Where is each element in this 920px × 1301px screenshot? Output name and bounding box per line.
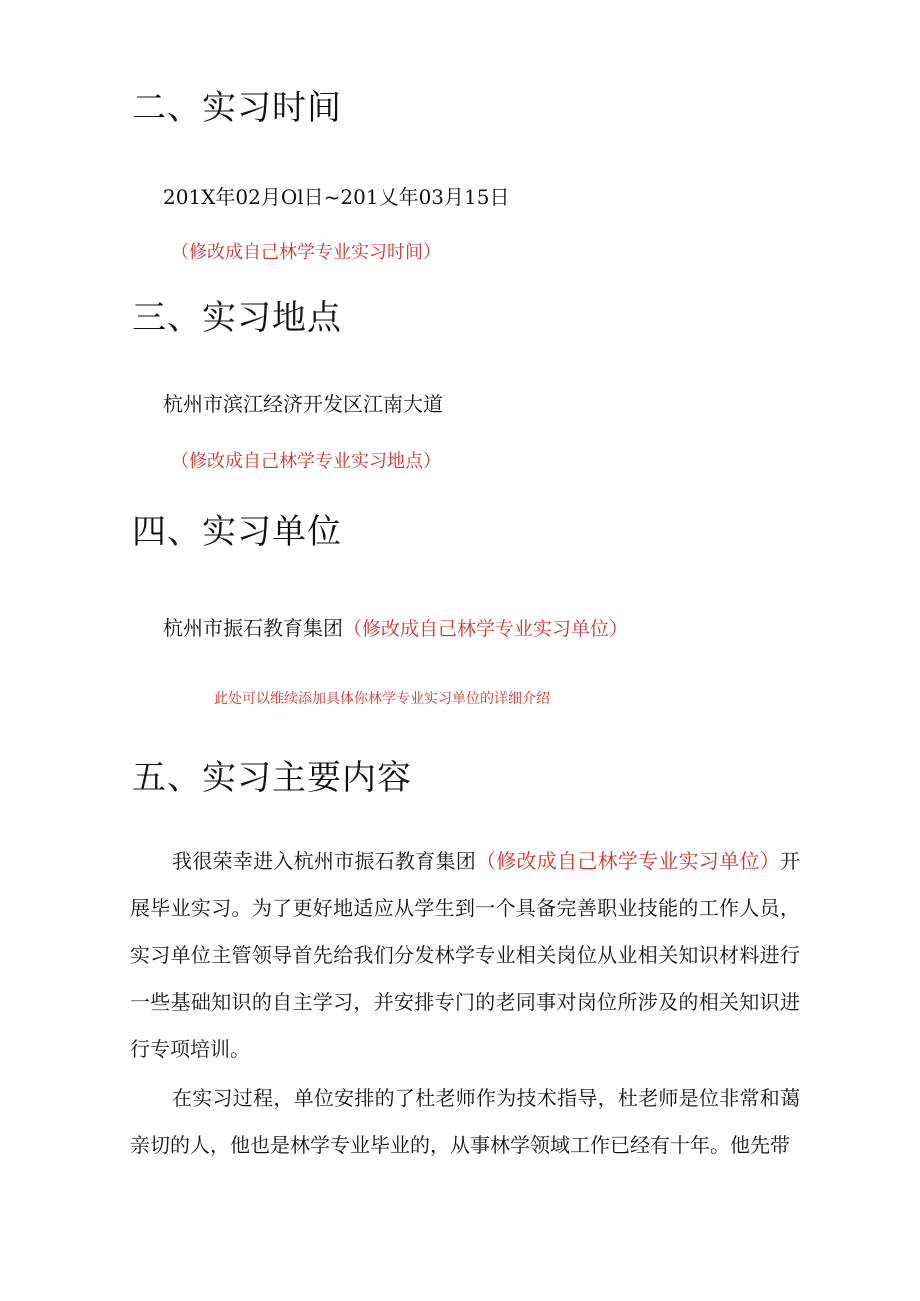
content-paragraph-1 xyxy=(130,838,800,1073)
heading-internship-content: 五、实习主要内容 xyxy=(132,758,412,798)
internship-time-hint: （修改成自己林学专业实习时间） xyxy=(171,242,441,263)
content-p1-hint: （修改成自己林学专业实习单位） xyxy=(476,849,780,873)
internship-address: 杭州市滨江经济开发区江南大道 xyxy=(163,392,443,416)
content-paragraph-2: 在实习过程，单位安排的了杜老师作为技术指导，杜老师是位非常和蔼亲切的人，他也是林学专业毕业的，从事林学领域工作已经有十年。他先带 xyxy=(130,1086,800,1157)
content-p1-before: 我很荣幸进入杭州市振石教育集团 xyxy=(172,849,476,873)
content-p1-after: 开展毕业实习。为了更好地适应从学生到一个具备完善职业技能的工作人员，实习单位主管领导首先给我们分发林学专业相关岗位从业相关知识材料进行一些基础知识的自主学习，并安排专门的老同事对岗位所涉及的相关知识进行专项培训。 xyxy=(130,849,800,1061)
unit-detail-note: 此处可以维续添加具体你林学专业实习单位的详细介绍 xyxy=(214,691,550,707)
internship-place-hint: （修改成自己林学专业实习地点） xyxy=(171,451,441,472)
internship-unit-line xyxy=(163,615,628,642)
internship-unit-name: 杭州市振石教育集团 xyxy=(163,616,343,640)
heading-internship-unit: 四、实习单位 xyxy=(132,512,342,552)
internship-date-range: 201X年02月Ol日~201乂年03月15日 xyxy=(163,185,510,209)
heading-internship-time: 二、实习时间 xyxy=(132,88,342,128)
internship-unit-hint: （修改成自己林学专业实习单位） xyxy=(343,618,629,640)
heading-internship-place: 三、实习地点 xyxy=(132,298,342,338)
